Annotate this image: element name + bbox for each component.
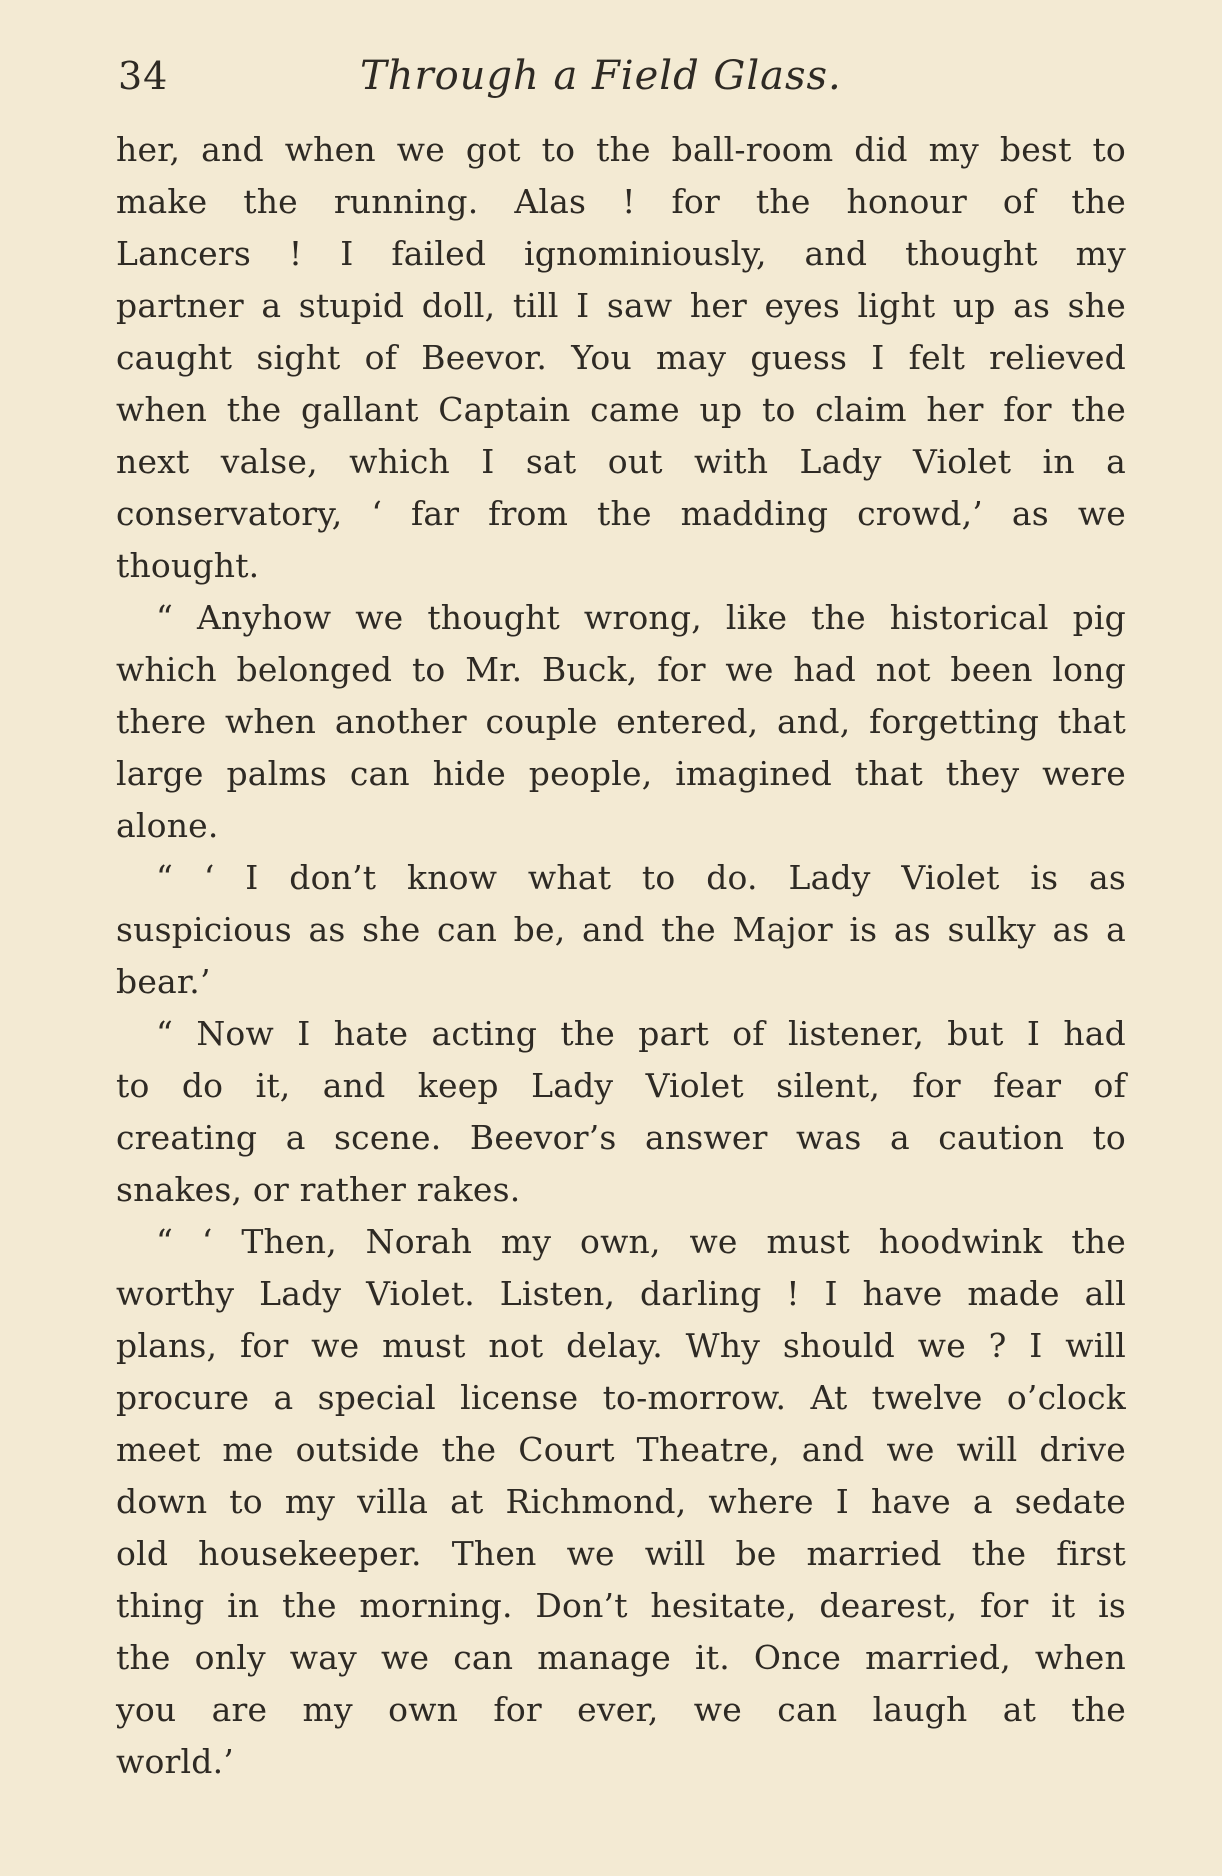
text-line: thing in the morning. Don’t hesitate, dearest, for it is [116, 1586, 1126, 1625]
text-line: “ ‘ I don’t know what to do. Lady Violet is as [156, 858, 1126, 897]
text-line: to do it, and keep Lady Violet silent, for fear of [116, 1066, 1126, 1105]
text-line: old housekeeper. Then we will be married the first [116, 1534, 1126, 1573]
text-line: caught sight of Beevor. You may guess I felt relieved [116, 338, 1126, 377]
text-line: suspicious as she can be, and the Major is as sulky as a [116, 910, 1126, 949]
paragraph [116, 592, 1126, 852]
text-line: snakes, or rather rakes. [116, 1170, 521, 1209]
text-line: creating a scene. Beevor’s answer was a caution to [116, 1118, 1126, 1157]
body-text [116, 124, 1126, 1788]
paragraph [116, 1008, 1126, 1216]
text-line: down to my villa at Richmond, where I have a sedate [116, 1482, 1126, 1521]
text-line: which belonged to Mr. Buck, for we had not been long [116, 650, 1126, 689]
paragraph [116, 852, 1126, 1008]
text-line: thought. [116, 546, 260, 585]
text-line: you are my own for ever, we can laugh at the [116, 1690, 1126, 1729]
text-line: plans, for we must not delay. Why should we ? I will [116, 1326, 1126, 1365]
text-line: “ ‘ Then, Norah my own, we must hoodwink the [156, 1222, 1126, 1261]
text-line: bear.’ [116, 962, 211, 1001]
running-head [118, 48, 1128, 104]
text-line: make the running. Alas ! for the honour of the [116, 182, 1126, 221]
text-line: procure a special license to-morrow. At twelve o’clock [116, 1378, 1126, 1417]
text-line: Lancers ! I failed ignominiously, and thought my [116, 234, 1126, 273]
text-line: her, and when we got to the ball-room did my best to [116, 130, 1126, 169]
running-title: Through a Field Glass. [360, 53, 842, 99]
paragraph [116, 1216, 1126, 1788]
text-line: world.’ [116, 1742, 234, 1781]
page-number: 34 [118, 54, 169, 98]
text-line: there when another couple entered, and, forgetting that [116, 702, 1126, 741]
text-line: partner a stupid doll, till I saw her eyes light up as she [116, 286, 1126, 325]
text-line: worthy Lady Violet. Listen, darling ! I have made all [116, 1274, 1126, 1313]
text-line: when the gallant Captain came up to claim her for the [116, 390, 1126, 429]
text-line: meet me outside the Court Theatre, and we will drive [116, 1430, 1126, 1469]
text-line: conservatory, ‘ far from the madding crowd,’ as we [116, 494, 1126, 533]
text-line: “ Now I hate acting the part of listener, but I had [156, 1014, 1126, 1053]
paragraph [116, 124, 1126, 592]
text-line: large palms can hide people, imagined that they were [116, 754, 1126, 793]
text-line: “ Anyhow we thought wrong, like the historical pig [156, 598, 1126, 637]
text-line: the only way we can manage it. Once married, when [116, 1638, 1126, 1677]
text-line: alone. [116, 806, 219, 845]
text-line: next valse, which I sat out with Lady Violet in a [116, 442, 1126, 481]
